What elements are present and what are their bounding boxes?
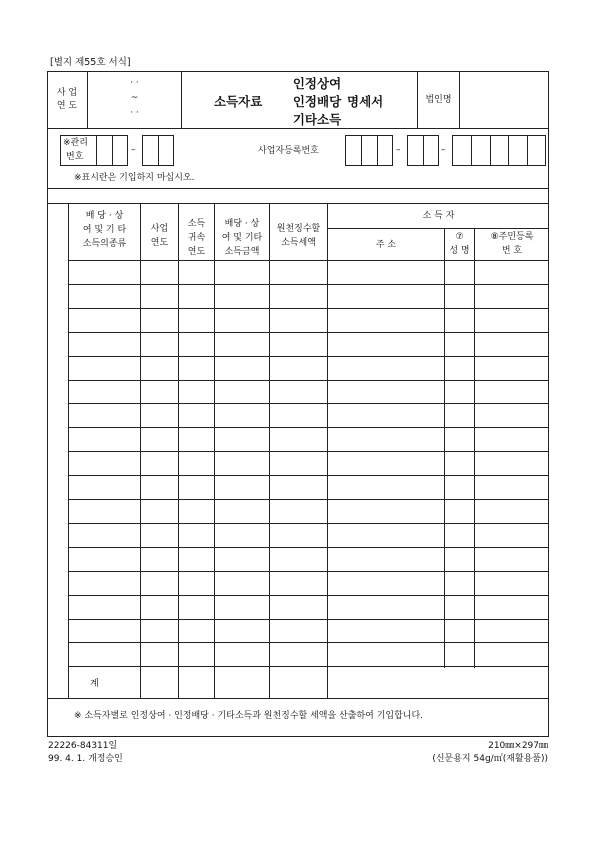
divider [490,135,491,166]
business-reg-input-3[interactable] [452,135,546,166]
table-cell[interactable] [141,500,178,522]
table-cell[interactable] [445,285,474,307]
table-cell[interactable] [328,333,444,355]
table-cell[interactable] [445,333,474,355]
mgmt-no-label: 번호 [66,152,84,162]
table-cell[interactable] [215,357,269,379]
table-cell[interactable] [475,620,549,642]
table-cell[interactable] [69,548,140,570]
table-cell[interactable] [328,357,444,379]
table-cell[interactable] [270,500,327,522]
table-cell[interactable] [445,309,474,331]
title-prefix: 소득자료 [214,94,263,109]
col-header-type: 소득의종류 [82,239,127,249]
table-cell[interactable] [69,285,140,307]
table-cell[interactable] [475,572,549,594]
title-line-3: 기타소득 [292,112,342,127]
divider [181,71,182,128]
table-cell[interactable] [179,596,214,618]
table-cell[interactable] [141,381,178,403]
form-code: 22226-84311일 [48,741,118,751]
table-cell[interactable] [270,548,327,570]
col-header-name-no: ⑦ [455,232,464,242]
table-cell[interactable] [270,596,327,618]
table-cell[interactable] [475,452,549,474]
table-cell[interactable] [141,620,178,642]
table-cell[interactable] [141,572,178,594]
table-cell[interactable] [445,643,474,665]
table-cell[interactable] [270,261,327,283]
col-header-type: 여 및 기 타 [82,225,127,235]
divider [47,188,549,189]
footer-note: ※ 소득자별로 인정상여 · 인정배당 · 기타소득과 원천징수할 세액을 산출하여 기입합니다. [74,711,424,721]
table-cell[interactable] [141,309,178,331]
table-cell[interactable] [475,333,549,355]
table-cell[interactable] [475,596,549,618]
table-cell[interactable] [69,309,140,331]
col-header-attr-year: 연도 [187,247,206,257]
col-header-address: 주 소 [375,240,397,250]
table-cell[interactable] [270,285,327,307]
table-cell[interactable] [328,476,444,498]
table-cell[interactable] [328,596,444,618]
table-cell[interactable] [215,428,269,450]
col-header-type: 배 당 · 상 [85,211,124,221]
table-cell[interactable] [215,261,269,283]
title-line-1: 인정상여 [292,76,342,91]
mgmt-no-input[interactable] [97,136,127,165]
table-cell[interactable] [445,381,474,403]
col-header-year: 사업 [150,224,169,234]
table-cell[interactable] [69,620,140,642]
dash: – [131,145,136,155]
business-reg-label: 사업자등록번호 [258,146,319,156]
table-cell[interactable] [475,548,549,570]
table-cell[interactable] [328,572,444,594]
table-cell[interactable] [69,333,140,355]
table-cell[interactable] [475,524,549,546]
col-header-amount: 배당 · 상 [224,219,260,229]
table-cell[interactable] [445,596,474,618]
table-cell[interactable] [475,643,549,665]
col-header-year: 연도 [150,238,169,248]
table-cell[interactable] [328,261,444,283]
table-cell[interactable] [475,428,549,450]
table-cell[interactable] [179,428,214,450]
table-cell[interactable] [475,285,549,307]
table-cell[interactable] [328,285,444,307]
table-cell[interactable] [445,524,474,546]
col-header-id-no: ⑧주민등록 [490,232,534,242]
date-from[interactable]: · · [130,78,139,88]
table-cell[interactable] [141,333,178,355]
table-cell[interactable] [328,428,444,450]
table-cell[interactable] [179,381,214,403]
table-cell[interactable] [69,500,140,522]
divider [527,135,528,166]
divider [327,228,549,229]
table-cell[interactable] [141,428,178,450]
table-cell[interactable] [215,572,269,594]
table-cell[interactable] [445,357,474,379]
title-line-2: 인정배당 [292,94,342,109]
dash: – [441,145,446,155]
divider [158,135,159,166]
title-suffix: 명세서 [347,94,384,109]
table-cell[interactable] [445,476,474,498]
divider [508,135,509,166]
table-cell[interactable] [215,643,269,665]
table-cell[interactable] [270,452,327,474]
table-cell[interactable] [69,381,140,403]
business-reg-input-1[interactable] [345,135,393,166]
corp-name-label: 법인명 [425,95,452,105]
table-cell[interactable] [69,572,140,594]
table-cell[interactable] [328,548,444,570]
divider [471,135,472,166]
table-cell[interactable] [445,572,474,594]
table-cell[interactable] [69,524,140,546]
table-cell[interactable] [270,572,327,594]
total-label: 계 [90,679,99,689]
table-cell[interactable] [179,500,214,522]
table-cell[interactable] [445,548,474,570]
table-cell[interactable] [141,596,178,618]
table-cell[interactable] [179,524,214,546]
table-cell[interactable] [179,643,214,665]
col-header-tax: 소득세액 [281,238,316,248]
business-year-label: 사 업 [56,88,78,98]
table-cell[interactable] [141,452,178,474]
table-cell[interactable] [215,333,269,355]
table-cell[interactable] [445,620,474,642]
table-cell[interactable] [179,452,214,474]
table-cell[interactable] [215,620,269,642]
table-cell[interactable] [270,381,327,403]
table-cell[interactable] [179,620,214,642]
table-cell[interactable] [69,596,140,618]
table-cell[interactable] [475,309,549,331]
table-cell[interactable] [215,476,269,498]
table-cell[interactable] [179,572,214,594]
col-header-earner-group: 소 득 자 [422,211,455,221]
table-cell[interactable] [69,643,140,665]
table-cell[interactable] [270,620,327,642]
table-cell[interactable] [445,404,474,426]
paper-spec: (신문용지 54g/㎡(재활용품)) [432,754,548,764]
table-cell[interactable] [215,404,269,426]
table-cell[interactable] [328,381,444,403]
form-number-label: [별지 제55호 서식] [50,57,131,68]
table-cell[interactable] [179,476,214,498]
table-cell[interactable] [445,500,474,522]
col-header-amount: 여 및 기타 [221,233,263,243]
table-cell[interactable] [215,524,269,546]
table-cell[interactable] [270,476,327,498]
table-cell[interactable] [475,404,549,426]
table-cell[interactable] [141,548,178,570]
table-cell[interactable] [69,404,140,426]
table-cell[interactable] [141,524,178,546]
table-cell[interactable] [328,620,444,642]
table-cell[interactable] [215,548,269,570]
date-tilde: ~ [130,93,139,103]
divider [361,135,362,166]
table-cell[interactable] [141,261,178,283]
col-header-name: 성 명 [449,246,470,256]
table-cell[interactable] [328,309,444,331]
table-cell[interactable] [69,452,140,474]
table-cell[interactable] [215,381,269,403]
table-cell[interactable] [179,285,214,307]
table-cell[interactable] [475,476,549,498]
date-to[interactable]: · · [130,108,139,118]
table-cell[interactable] [179,548,214,570]
approval-date: 99. 4. 1. 개정승인 [48,754,123,764]
corp-name-field[interactable] [460,72,548,128]
divider [377,135,378,166]
dash: – [396,145,401,155]
table-cell[interactable] [475,261,549,283]
table-cell[interactable] [475,357,549,379]
table-cell[interactable] [179,309,214,331]
col-header-tax: 원천징수할 [276,224,321,234]
table-cell[interactable] [270,357,327,379]
table-cell[interactable] [215,309,269,331]
table-cell[interactable] [270,333,327,355]
table-cell[interactable] [141,357,178,379]
table-cell[interactable] [328,524,444,546]
table-cell[interactable] [445,428,474,450]
table-cell[interactable] [328,404,444,426]
table-cell[interactable] [475,500,549,522]
divider [47,203,549,204]
table-cell[interactable] [270,643,327,665]
table-cell[interactable] [141,404,178,426]
divider [47,698,549,699]
table-cell[interactable] [141,285,178,307]
table-cell[interactable] [215,500,269,522]
table-cell[interactable] [445,261,474,283]
divider [47,128,549,129]
col-header-attr-year: 소득 [187,219,206,229]
table-cell[interactable] [270,404,327,426]
table-row-line [68,666,549,667]
table-cell[interactable] [328,452,444,474]
table-cell[interactable] [69,261,140,283]
table-cell[interactable] [179,333,214,355]
business-year-label: 연 도 [56,101,78,111]
notice-text: ※표시란은 기입하지 마십시오. [74,173,195,183]
col-header-amount: 소득금액 [224,247,260,257]
table-cell[interactable] [141,476,178,498]
paper-size: 210㎜×297㎜ [488,741,548,751]
table-cell[interactable] [179,357,214,379]
col-header-attr-year: 귀속 [187,233,206,243]
table-cell[interactable] [328,500,444,522]
table-cell[interactable] [270,428,327,450]
table-cell[interactable] [179,261,214,283]
table-cell[interactable] [445,452,474,474]
table-cell[interactable] [215,285,269,307]
divider [423,135,424,166]
table-cell[interactable] [270,524,327,546]
table-cell[interactable] [270,309,327,331]
table-cell[interactable] [215,452,269,474]
col-header-id: 번 호 [501,246,523,256]
table-cell[interactable] [179,404,214,426]
mgmt-no-label: ※관리 [63,138,88,148]
table-cell[interactable] [69,428,140,450]
table-cell[interactable] [141,643,178,665]
table-cell[interactable] [69,476,140,498]
table-cell[interactable] [215,596,269,618]
table-cell[interactable] [69,357,140,379]
table-cell[interactable] [328,643,444,665]
table-cell[interactable] [475,381,549,403]
